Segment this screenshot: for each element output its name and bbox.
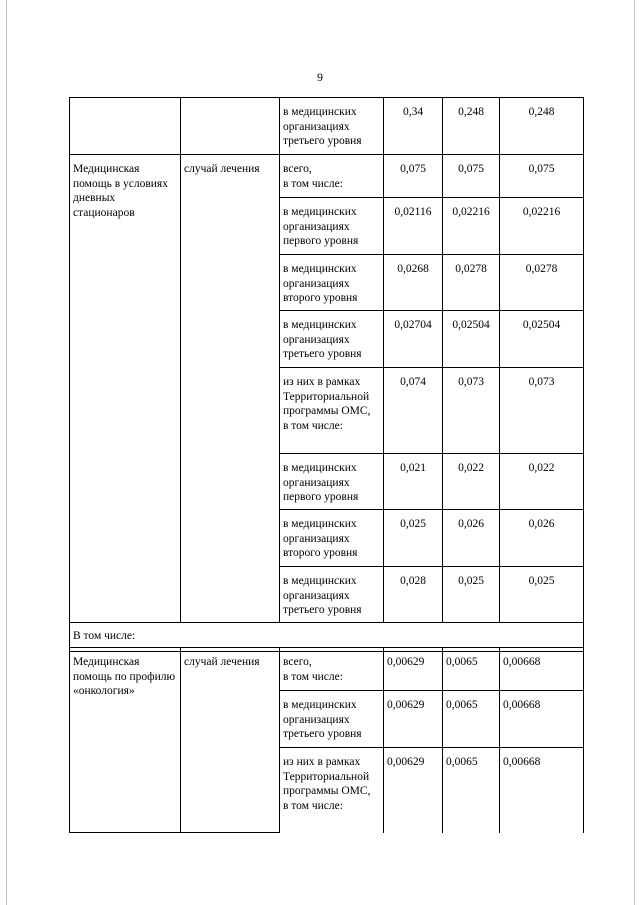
value-cell: 0,075	[500, 155, 584, 198]
value-cell: 0,022	[500, 454, 584, 510]
value-cell: 0,075	[443, 155, 500, 198]
unit-cell: случай лечения	[181, 155, 280, 623]
level-cell: в медицинских организациях первого уровня	[280, 454, 384, 510]
value-cell: 0,021	[384, 454, 443, 510]
page-number: 9	[317, 70, 323, 84]
value-cell: 0,02504	[443, 311, 500, 368]
level-cell: из них в рамках Территориальной программы ОМС, в том числе:	[280, 748, 384, 833]
value-cell: 0,025	[443, 567, 500, 623]
indicators-table	[69, 97, 584, 652]
page-edge-left	[6, 0, 7, 905]
value-cell: 0,02704	[384, 311, 443, 368]
level-cell: всего, в том числе:	[280, 648, 384, 691]
indicator-cell: Медицинская помощь в условиях дневных стационаров	[70, 155, 181, 623]
unit-cell: случай лечения	[181, 648, 280, 833]
oncology-table	[69, 647, 584, 833]
level-cell: в медицинских организациях первого уровня	[280, 198, 384, 255]
value-cell: 0,075	[384, 155, 443, 198]
value-cell: 0,026	[443, 510, 500, 567]
level-cell: в медицинских организациях третьего уровня	[280, 567, 384, 623]
level-cell: в медицинских организациях второго уровня	[280, 510, 384, 567]
value-cell: 0,00668	[500, 691, 584, 748]
value-cell: 0,025	[384, 510, 443, 567]
section-label: В том числе:	[70, 623, 584, 652]
value-cell: 0,02216	[443, 198, 500, 255]
value-cell: 0,026	[500, 510, 584, 567]
level-cell: всего, в том числе:	[280, 155, 384, 198]
value-cell: 0,00629	[384, 748, 443, 833]
value-cell: 0,02216	[500, 198, 584, 255]
level-cell: в медицинских организациях второго уровня	[280, 255, 384, 311]
value-cell: 0,074	[384, 368, 443, 454]
value-cell: 0,0278	[500, 255, 584, 311]
value-cell: 0,0278	[443, 255, 500, 311]
level-cell: в медицинских организациях третьего уровня	[280, 311, 384, 368]
value-cell: 0,00629	[384, 648, 443, 691]
value-cell: 0,00668	[500, 748, 584, 833]
value-cell: 0,02116	[384, 198, 443, 255]
value-cell: 0,00668	[500, 648, 584, 691]
level-cell: из них в рамках Территориальной программы ОМС, в том числе:	[280, 368, 384, 454]
table-row	[70, 155, 584, 198]
value-cell: 0,0268	[384, 255, 443, 311]
page-edge-right	[634, 0, 635, 905]
value-cell: 0,073	[500, 368, 584, 454]
indicator-cell: Медицинская помощь по профилю «онкология»	[70, 648, 181, 833]
value-cell: 0,02504	[500, 311, 584, 368]
value-cell: 0,34	[384, 98, 443, 155]
table-row	[70, 648, 584, 691]
indicator-cell	[70, 98, 181, 155]
value-cell: 0,028	[384, 567, 443, 623]
level-cell: в медицинских организациях третьего уровня	[280, 98, 384, 155]
value-cell: 0,0065	[443, 691, 500, 748]
value-cell: 0,022	[443, 454, 500, 510]
level-cell: в медицинских организациях третьего уровня	[280, 691, 384, 748]
value-cell: 0,248	[443, 98, 500, 155]
value-cell: 0,025	[500, 567, 584, 623]
value-cell: 0,248	[500, 98, 584, 155]
value-cell: 0,0065	[443, 648, 500, 691]
value-cell: 0,0065	[443, 748, 500, 833]
value-cell: 0,00629	[384, 691, 443, 748]
value-cell: 0,073	[443, 368, 500, 454]
table-row	[70, 98, 584, 155]
unit-cell	[181, 98, 280, 155]
